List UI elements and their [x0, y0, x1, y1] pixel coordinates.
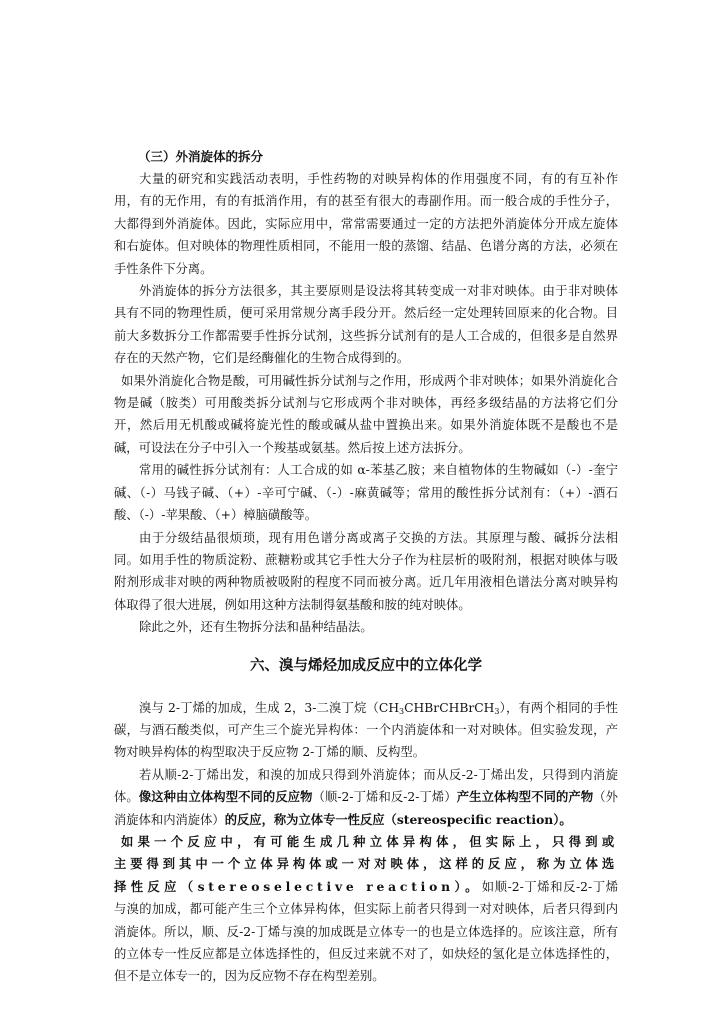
paragraph-other-methods: 除此之外，还有生物拆分法和晶种结晶法。 [139, 620, 373, 635]
section-heading-bromine-addition: 六、溴与烯烃加成反应中的立体化学 [250, 656, 482, 674]
paragraph-acid-base-resolution: 如果外消旋化合物是酸，可用碱性拆分试剂与之作用，形成两个非对映体；如果外消旋化合物是碱（胺类）可用酸类拆分试剂与它形成两个非对映体，再经多级结晶的方法将它们分开，然后用无机酸或碱将旋光性的酸或碱从盐中置换出来。如果外消旋体既不是酸也不是碱，可设法在分子中引入一个羧基或氨基。然后按上述方法拆分。 [114, 373, 618, 455]
paragraph-butene-addition [114, 697, 618, 764]
stereospecific-definition-part2: 产生立体构型不同的产物 [456, 789, 594, 805]
paragraph-chiral-drugs: 大量的研究和实践活动表明，手性药物的对映异构体的作用强度不同，有的有互补作用，有的无作用，有的有抵消作用，有的甚至有很大的毒副作用。而一般合成的手性分子，大都得到外消旋体。因此，实际应用中，常常需要通过一定的方法把外消旋体分开成左旋体和右旋体。但对映体的物理性质相同，不能用一般的蒸馏、结晶、色谱分离的方法，必须在手性条件下分离。 [114, 172, 618, 276]
page-content [114, 146, 618, 988]
stereospecific-definition-part3: 的反应，称为立体专一性反应（stereospecific reaction）。 [224, 811, 572, 827]
paragraph-chromatography: 由于分级结晶很烦琐，现有用色谱分离或离子交换的方法。其原理与酸、碱拆分法相同。如用手性的物质淀粉、蔗糖粉或其它手性大分子作为柱层析的吸附剂，根据对映体与吸附剂形成非对映的两种物质被吸附的程度不同而被分离。近几年用液相色谱法分离对映异构体取得了很大进展，例如用这种方法制得氨基酸和胺的纯对映体。 [114, 530, 618, 612]
paragraph-stereospecific: 若从顺-2-丁烯出发，和溴的加成只得到外消旋体；而从反-2-丁烯出发，只得到内消旋体。像这种由立体构型不同的反应物（顺-2-丁烯和反-2-丁烯）产生立体构型不同的产物（外消旋体和内消旋体）的反应，称为立体专一性反应（stereospecific reaction）。 [114, 767, 618, 827]
paragraph-stereoselective: 如果一个反应中，有可能生成几种立体异构体，但实际上，只得到或主要得到其中一个立体异构体或一对对映体，这样的反应，称为立体选择性反应（stereoselective reaction）。如顺-2-丁烯和反-2-丁烯与溴的加成，都可能产生三个立体异构体，但实际上前者只得到一对对映体，后者只得到内消旋体。所以，顺、反-2-丁烯与溴的加成既是立体专一的也是立体选择的。应该注意，所有的立体专一性反应都是立体选择性的，但反过来就不对了，如炔烃的氢化是立体选择性的，但不是立体专一的，因为反应物不存在构型差别。 [114, 833, 618, 984]
stereospecific-definition-part1: 像这种由立体构型不同的反应物 [138, 789, 313, 805]
subsection-heading-resolution: （三）外消旋体的拆分 [138, 149, 264, 164]
butene-text-end: ），有两个相同的手性碳，与酒石酸类似，可产生三个旋光异构体：一个内消旋体和一对对映体。但实验发现，产物对映异构体的构型取决于反应物 2-丁烯的顺、反构型。 [114, 700, 618, 760]
paragraph-resolving-agents: 常用的碱性拆分试剂有：人工合成的如 α-苯基乙胺；来自植物体的生物碱如（-）-奎宁碱、（-）马钱子碱、（+）-辛可宁碱、（-）-麻黄碱等；常用的酸性拆分试剂有：（+）-酒石酸、（-）-苹果酸、（+）樟脑磺酸等。 [114, 463, 618, 523]
stereoselective-definition: 如果一个反应中，有可能生成几种立体异构体，但实际上，只得到或主要得到其中一个立体异构体或一对对映体，这样的反应，称为立体选择性反应（stereoselective reaction）。 [114, 833, 618, 894]
butene-text-start: 溴与 2-丁烯的加成，生成 2，3-二溴丁烷（ [139, 700, 379, 715]
paragraph-resolution-principle: 外消旋体的拆分方法很多，其主要原则是设法将其转变成一对非对映体。由于非对映体具有不同的物理性质，便可采用常规分离手段分开。然后经一定处理转回原来的化合物。目前大多数拆分工作都需要手性拆分试剂，这些拆分试剂有的是人工合成的，但很多是自然界存在的天然产物，它们是经酶催化的生物合成得到的。 [114, 284, 618, 366]
dibromobutane-formula: $CH_3CHBrCHBrCH_3$ [378, 700, 500, 716]
